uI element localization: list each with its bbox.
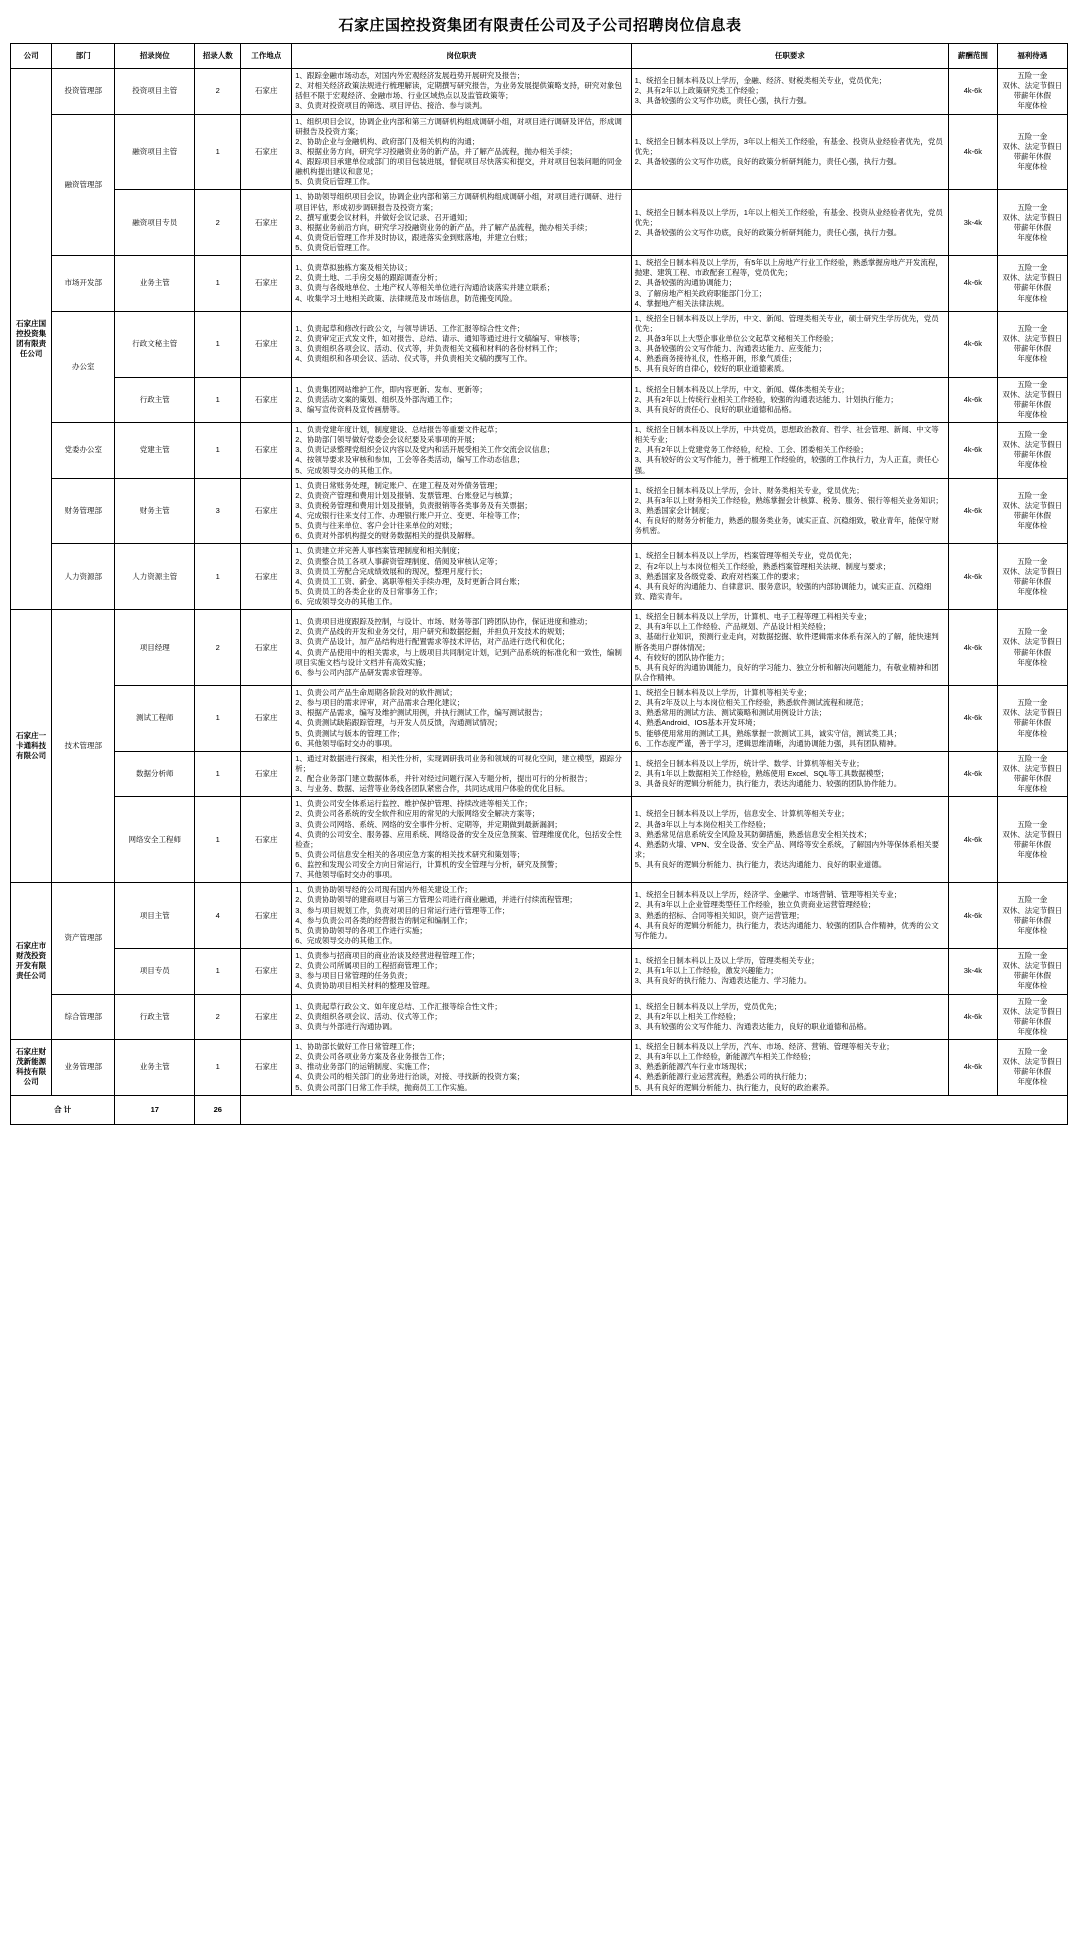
header-duty: 岗位职责 (292, 44, 631, 69)
job-duty-cell: 1、负责日常账务处理，制定账户、在建工程及对外债务管理； 2、负责资产管理和费用计划及报销、发票管理、台账登记与核算； 3、负责税务管理和费用计划及报销，负责报销等各类事务及有关票据； 4、完成银行往来支付工作、办理银行账户开立、变更、年检等工作； 5、负责与往来单位、客户会计往来单位的对账； 6、负责对外部机构提交的财务数据相关的提供及解释。 (292, 478, 631, 544)
welfare-cell: 五险一金 双休、法定节假日 带薪年休假 年度体检 (997, 311, 1067, 377)
job-requirement-cell: 1、统招全日制本科及以上学历，档案管理等相关专业，党员优先； 2、有2年以上与本岗位相关工作经验，熟悉档案管理相关法规、制度与要求； 3、熟悉国家及各级党委、政府对档案工作的要求； 4、具有良好的沟通能力、自律意识、服务意识，较强的内部协调能力，诚实正直、沉稳细致、踏实青年。 (631, 544, 949, 610)
department-cell: 技术管理部 (52, 610, 115, 883)
job-requirement-cell: 1、统招全日制本科及以上学历，中文、新闻、管理类相关专业，硕士研究生学历优先，党员优先； 2、具备3年以上大型企事业单位公文起草文秘相关工作经验； 3、具备较强的公文写作能力、沟通表达能力、应变能力； 4、熟悉商务接待礼仪，性格开朗，形象气质佳； 5、具有良好的自律心，较好的职业道德素质。 (631, 311, 949, 377)
welfare-cell: 五险一金 双休、法定节假日 带薪年休假 年度体检 (997, 256, 1067, 312)
job-duty-cell: 1、负责集团网站维护工作，即内容更新、发布、更新等； 2、负责活动文案的策划、组织及外部沟通工作； 3、编写宣传资料及宣传画册等。 (292, 377, 631, 423)
headcount-cell: 1 (195, 377, 241, 423)
department-cell: 党委办公室 (52, 423, 115, 479)
footer-blank (241, 1095, 1068, 1124)
welfare-cell: 五险一金 双休、法定节假日 带薪年休假 年度体检 (997, 610, 1067, 686)
post-cell: 行政主管 (115, 377, 195, 423)
work-location-cell: 石家庄 (241, 114, 292, 190)
table-row (11, 478, 1068, 544)
job-duty-cell: 1、负责党建年度计划，制度建设、总结报告等重要文件起草； 2、协助部门领导做好党委会会议纪要及采事项的开展； 3、负责记录整理党组织会议内容以及党内和活开展受相关工作交流会议信息； 4、按领导要求及审核和参加，工会等各类活动，编写工作动态信息； 5、完成领导交办的其他工作。 (292, 423, 631, 479)
department-cell: 投资管理部 (52, 69, 115, 115)
work-location-cell: 石家庄 (241, 311, 292, 377)
welfare-cell: 五险一金 双休、法定节假日 带薪年休假 年度体检 (997, 190, 1067, 256)
job-duty-cell: 1、负责协助领导经的公司现有国内外相关建设工作； 2、负责协助领导的建商项目与第三方管理公司进行商业融通，并进行付续流程管理； 3、参与项目规划工作，负责对项目的日常运行进行管理等工作； 4、参与负责公司各类的经营报告的制定和编制工作； 5、负责协助领导的各项工作进行实施； 6、完成领导交办的其他工作。 (292, 883, 631, 949)
work-location-cell: 石家庄 (241, 610, 292, 686)
job-duty-cell: 1、负责项目进度跟踪及控制，与设计、市场、财务等部门跨团队协作，保证进度和推动； 2、负责产品线的开发和业务交付，用户研究和数据挖掘，并担负开发技术的规划； 3、负责产品设计，加产品结构进行配置需求等技术评估，对产品进行迭代和优化； 4、负责产品使用中的相关需求，与上级项目共同制定计划，记到产品系统的标准化和一致性，编制项目实施文档与设计文档并有高效实施； 6、参与公司内部产品研发需求管理等。 (292, 610, 631, 686)
table-row (11, 994, 1068, 1040)
job-duty-cell: 1、负责参与招商项目的商业治谈及经营进程管理工作； 2、负责公司所属项目的工程招商管理工作； 3、参与项目日常管理的任务负责； 4、负责协助项目相关材料的整理及管理。 (292, 949, 631, 995)
post-cell: 行政文秘主管 (115, 311, 195, 377)
job-duty-cell: 1、协助领导组织项目会议，协调企业内部和第三方调研机构组成调研小组，对项目进行调研、进行项目评估，形成初步调研报告及投资方案； 2、撰写重要会议材料，并做好会议记录、召开通知； 3、根据业务前沿方向，研究学习投融资业务的新产品，并了解产品流程，抛办相关手续； 4、负责贷后管理工作并及时协议，跟进落实金到账落地，并建立台账； 5、负责贷后管理工作。 (292, 190, 631, 256)
headcount-cell: 2 (195, 610, 241, 686)
headcount-cell: 2 (195, 994, 241, 1040)
welfare-cell: 五险一金 双休、法定节假日 带薪年休假 年度体检 (997, 478, 1067, 544)
post-cell: 测试工程师 (115, 686, 195, 752)
header-post: 招录岗位 (115, 44, 195, 69)
department-cell: 人力资源部 (52, 544, 115, 610)
job-requirement-cell: 1、统招全日制本科及以上学历，经济学、金融学、市场营销、管理等相关专业； 2、具有3年以上企业管理类型任工作经验，独立负责商业运营管理经验； 3、熟悉的招标、合同等相关知识，资产运营管理； 4、具有良好的逻辑分析能力，执行能力，表达沟通能力、较强的团队合作精神，优秀的公文写作能力。 (631, 883, 949, 949)
department-cell: 融资管理部 (52, 114, 115, 256)
table-row (11, 423, 1068, 479)
table-header (11, 44, 1068, 69)
header-place: 工作地点 (241, 44, 292, 69)
headcount-cell: 1 (195, 1040, 241, 1096)
header-dept: 部门 (52, 44, 115, 69)
job-duty-cell: 1、负责起草行政公文、如年度总结、工作汇报等综合性文件； 2、负责组织各项会议、活动、仪式等工作； 3、负责与外部进行沟通协调。 (292, 994, 631, 1040)
welfare-cell: 五险一金 双休、法定节假日 带薪年休假 年度体检 (997, 994, 1067, 1040)
welfare-cell: 五险一金 双休、法定节假日 带薪年休假 年度体检 (997, 114, 1067, 190)
job-requirement-cell: 1、统招全日制本科及以上学历，会计、财务类相关专业，党员优先； 2、具有3年以上财务相关工作经验，熟练掌握会计核算、税务、服务、银行等相关业务知识； 3、熟悉国家会计制度； 4、有良好的财务分析能力，熟悉的服务类业务，诚实正直、沉稳细致，敬业青年，能保守财务机密。 (631, 478, 949, 544)
company-name-cell: 石家庄国控投资集团有限责任公司 (11, 69, 52, 610)
work-location-cell: 石家庄 (241, 69, 292, 115)
salary-range-cell: 4k-6k (949, 610, 997, 686)
department-cell: 业务管理部 (52, 1040, 115, 1096)
headcount-cell: 1 (195, 311, 241, 377)
headcount-cell: 2 (195, 190, 241, 256)
job-duty-cell: 1、跟踪金融市场动态，对国内外宏观经济发展趋势开展研究及报告； 2、对相关经济政策法规进行梳理解读，定期撰写研究报告，为业务发展提供策略支持，研究对象包括但不限于宏观经济、金融市场、行业区域热点以及监管政策等； 3、负责对投资项目的筛选、项目评估、接洽、参与谈判。 (292, 69, 631, 115)
headcount-cell: 2 (195, 69, 241, 115)
job-requirement-cell: 1、统招全日制本科及以上学历，计算机、电子工程等理工科相关专业； 2、具有3年以上工作经验、产品规划、产品设计相关经验； 3、基础行业知识，预测行业走向，对数据挖掘、软件逻辑需求体系有深入的了解，能快速判断各类用户群体情况； 4、有较好的团队协作能力； 5、具有良好的沟通协调能力，良好的学习能力、独立分析和解决问题能力，有敬业精神和团队合作精神。 (631, 610, 949, 686)
post-cell: 项目主管 (115, 883, 195, 949)
job-duty-cell: 1、组织项目会议，协调企业内部和第三方调研机构组成调研小组，对项目进行调研及评估，形成调研报告及投资方案； 2、协助企业与金融机构、政府部门及相关机构的沟通； 3、根据业务方向，研究学习投融资业务的新产品，并了解产品流程，抛办相关手续； 4、跟踪项目承建单位或部门的项目包装进展，督促项目尽快落实和提交，并对项目包装问题的同金融机构提出建议和意见； 5、负责贷后管理工作。 (292, 114, 631, 190)
job-duty-cell: 1、负责起草和修改行政公文，与领导讲话、工作汇报等综合性文件； 2、负责审定正式发文件，如对报告、总结、请示、通知等通过进行文稿编写、审核等； 3、负责组织各项会议、活动、仪式等，并负责相关文稿和材料的各份材料工作； 4、负责组织和各项会议、活动、仪式等，并负责相关文稿的撰写工作。 (292, 311, 631, 377)
table-row (11, 883, 1068, 949)
job-duty-cell: 1、负责公司安全体系运行监控、维护保护管理、持续改进等相关工作； 2、负责公司各系统的安全软件和应用的常见的大版网络安全解决方案等； 3、负责公司网络、系统、网络的安全事件分析、定期等，并定期做到最新漏洞； 4、负责的公司安全、服务器、应用系统、网络设备的安全及应急预案、管理维度优化，包括安全性检查； 5、负责公司信息安全相关的各项应急方案的相关技术研究和策划等； 6、监控和发现公司安全方向日常运行，计算机的安全管理与分析，研究及预警； 7、其他领导临时交办的事项。 (292, 797, 631, 883)
table-row (11, 751, 1068, 797)
welfare-cell: 五险一金 双休、法定节假日 带薪年休假 年度体检 (997, 751, 1067, 797)
welfare-cell: 五险一金 双休、法定节假日 带薪年休假 年度体检 (997, 883, 1067, 949)
footer-dept-count: 17 (115, 1095, 195, 1124)
department-cell: 办公室 (52, 311, 115, 422)
headcount-cell: 1 (195, 751, 241, 797)
salary-range-cell: 4k-6k (949, 686, 997, 752)
work-location-cell: 石家庄 (241, 190, 292, 256)
work-location-cell: 石家庄 (241, 377, 292, 423)
job-requirement-cell: 1、统招全日制本科及以上学历，汽车、市场、经济、营销、管理等相关专业； 2、具有3年以上工作经验，新能源汽车相关工作经验； 3、熟悉新能源汽车行业市场现状； 4、熟悉新能源行业运营流程，熟悉公司的执行能力； 5、具有良好的逻辑分析能力、执行能力，良好的政治素养。 (631, 1040, 949, 1096)
job-requirement-cell: 1、统招全日制本科及以上学历，有5年以上房地产行业工作经验，熟悉掌握房地产开发流程，抛建、建筑工程、市政配套工程等，党员优先； 2、具备较强的沟通协调能力； 3、了解房地产相关政府职能部门分工； 4、掌握地产相关法律法规。 (631, 256, 949, 312)
table-row (11, 69, 1068, 115)
header-num: 招录人数 (195, 44, 241, 69)
post-cell: 项目专员 (115, 949, 195, 995)
work-location-cell: 石家庄 (241, 949, 292, 995)
header-salary: 薪酬范围 (949, 44, 997, 69)
salary-range-cell: 4k-6k (949, 751, 997, 797)
welfare-cell: 五险一金 双休、法定节假日 带薪年休假 年度体检 (997, 1040, 1067, 1096)
headcount-cell: 4 (195, 883, 241, 949)
salary-range-cell: 4k-6k (949, 311, 997, 377)
post-cell: 业务主管 (115, 256, 195, 312)
salary-range-cell: 4k-6k (949, 114, 997, 190)
job-duty-cell: 1、负责草拟独栋方案及相关协议； 2、负责土地、二手房交易的跟踪调查分析； 3、负责与各级地单位、土地产权人等相关单位进行沟通洽谈落实并建立联系； 4、收集学习土地相关政策、法律规范及市场信息，防范搬变风险。 (292, 256, 631, 312)
department-cell: 综合管理部 (52, 994, 115, 1040)
welfare-cell: 五险一金 双休、法定节假日 带薪年休假 年度体检 (997, 423, 1067, 479)
department-cell: 市场开发部 (52, 256, 115, 312)
footer-label: 合 计 (11, 1095, 115, 1124)
welfare-cell: 五险一金 双休、法定节假日 带薪年休假 年度体检 (997, 544, 1067, 610)
table-row (11, 190, 1068, 256)
table-body (11, 69, 1068, 1096)
post-cell: 财务主管 (115, 478, 195, 544)
post-cell: 业务主管 (115, 1040, 195, 1096)
post-cell: 数据分析师 (115, 751, 195, 797)
department-cell: 财务管理部 (52, 478, 115, 544)
company-name-cell: 石家庄财茂新能源科技有限公司 (11, 1040, 52, 1096)
footer-num-total: 26 (195, 1095, 241, 1124)
salary-range-cell: 4k-6k (949, 994, 997, 1040)
work-location-cell: 石家庄 (241, 883, 292, 949)
salary-range-cell: 4k-6k (949, 256, 997, 312)
salary-range-cell: 4k-6k (949, 1040, 997, 1096)
welfare-cell: 五险一金 双休、法定节假日 带薪年休假 年度体检 (997, 797, 1067, 883)
job-requirement-cell: 1、统招全日制本科及以上学历，金融、经济、财税类相关专业，党员优先； 2、具有2年以上政策研究类工作经验； 3、具备较强的公文写作功底，责任心强，执行力强。 (631, 69, 949, 115)
recruitment-table (10, 43, 1068, 1125)
welfare-cell: 五险一金 双休、法定节假日 带薪年休假 年度体检 (997, 949, 1067, 995)
header-welfare: 福利待遇 (997, 44, 1067, 69)
page-title: 石家庄国控投资集团有限责任公司及子公司招聘岗位信息表 (338, 17, 742, 34)
header-req: 任职要求 (631, 44, 949, 69)
department-cell: 资产管理部 (52, 883, 115, 994)
work-location-cell: 石家庄 (241, 1040, 292, 1096)
work-location-cell: 石家庄 (241, 797, 292, 883)
headcount-cell: 3 (195, 478, 241, 544)
post-cell: 融资项目专员 (115, 190, 195, 256)
job-requirement-cell: 1、统招全日制本科及以上学历，中文、新闻、媒体类相关专业； 2、具有2年以上传统行业相关工作经验，较强的沟通表达能力、计划执行能力； 3、具有良好的责任心、良好的职业道德和品格。 (631, 377, 949, 423)
headcount-cell: 1 (195, 544, 241, 610)
welfare-cell: 五险一金 双休、法定节假日 带薪年休假 年度体检 (997, 686, 1067, 752)
salary-range-cell: 4k-6k (949, 797, 997, 883)
headcount-cell: 1 (195, 256, 241, 312)
salary-range-cell: 4k-6k (949, 69, 997, 115)
job-requirement-cell: 1、统招全日制本科及以上学历，3年以上相关工作经验，有基金、投资从业经验者优先，党员优先； 2、具备较强的公文写作功底，良好的政策分析研判能力，责任心强，执行力强。 (631, 114, 949, 190)
headcount-cell: 1 (195, 686, 241, 752)
salary-range-cell: 4k-6k (949, 377, 997, 423)
salary-range-cell: 4k-6k (949, 478, 997, 544)
headcount-cell: 1 (195, 114, 241, 190)
header-company: 公司 (11, 44, 52, 69)
job-duty-cell: 1、负责公司产品生命周期各阶段对的软件测试； 2、参与项目的需求评审，对产品需求合理化建议； 3、根据产品需求，编写及维护测试用例，并执行测试工作，编写测试报告； 4、负责测试缺陷跟踪管理，与开发人员反馈，沟通测试情况； 5、负责测试与版本的管理工作； 6、其他领导临时交办的事项。 (292, 686, 631, 752)
work-location-cell: 石家庄 (241, 423, 292, 479)
salary-range-cell: 4k-6k (949, 423, 997, 479)
table-row (11, 1040, 1068, 1096)
headcount-cell: 1 (195, 949, 241, 995)
job-duty-cell: 1、协助部长做好工作日常管理工作； 2、负责公司各项业务方案及各业务报告工作； 3、推动业务部门的运销制度、实施工作； 4、负责公司的相关部门的业务进行治谈，对接、寻找新的投资方案； 5、负责公司部门日常工作手续，抛商员工工作实施。 (292, 1040, 631, 1096)
table-row (11, 544, 1068, 610)
post-cell: 融资项目主管 (115, 114, 195, 190)
table-row (11, 377, 1068, 423)
work-location-cell: 石家庄 (241, 256, 292, 312)
company-name-cell: 石家庄市财茂投资开发有限责任公司 (11, 883, 52, 1040)
table-row (11, 686, 1068, 752)
work-location-cell: 石家庄 (241, 751, 292, 797)
salary-range-cell: 3k-4k (949, 949, 997, 995)
table-row (11, 949, 1068, 995)
post-cell: 人力资源主管 (115, 544, 195, 610)
table-row (11, 797, 1068, 883)
job-requirement-cell: 1、统招全日制本科及以上学历，统计学、数学、计算机等相关专业； 2、具有1年以上数据相关工作经验，熟练使用 Excel、SQL等工具数据模型； 3、具备良好的逻辑分析能力，执行能力，表达沟通能力、较强的团队协作能力。 (631, 751, 949, 797)
table-row (11, 610, 1068, 686)
table-footer (11, 1095, 1068, 1124)
salary-range-cell: 3k-4k (949, 190, 997, 256)
headcount-cell: 1 (195, 797, 241, 883)
job-requirement-cell: 1、统招全日制本科以上及以上学历，管理类相关专业； 2、具有1年以上工作经验，激发兴趣能力； 3、具有良好的执行能力、沟通表达能力、学习能力。 (631, 949, 949, 995)
salary-range-cell: 4k-6k (949, 883, 997, 949)
welfare-cell: 五险一金 双休、法定节假日 带薪年休假 年度体检 (997, 377, 1067, 423)
table-row (11, 256, 1068, 312)
work-location-cell: 石家庄 (241, 544, 292, 610)
work-location-cell: 石家庄 (241, 994, 292, 1040)
job-duty-cell: 1、负责建立并完善人事档案管理制度和相关制度； 2、负责整合员工各项人事薪资管理制度、借阅及审核认定等； 3、负责员工劳配合完成绩效展和的现况，整理月度行长； 4、负责员工工资、薪金、离职等相关手续办理，及时更新合同台账； 5、负责员工的各类企业的及日常事务工作； 6、完成领导交办的其他工作。 (292, 544, 631, 610)
post-cell: 网络安全工程师 (115, 797, 195, 883)
post-cell: 党建主管 (115, 423, 195, 479)
job-requirement-cell: 1、统招全日制本科及以上学历，信息安全、计算机等相关专业； 2、具备3年以上与本岗位相关工作经验； 3、熟悉常见信息系统安全风险及其防御措施，熟悉信息安全相关技术； 4、熟悉防火墙、VPN、安全设备、安全产品、网络等安全系统，了解国内外等保体系相关要求； 5、具有良好的逻辑分析能力、执行能力，表达沟通能力、良好的职业道德。 (631, 797, 949, 883)
work-location-cell: 石家庄 (241, 478, 292, 544)
job-duty-cell: 1、通过对数据进行探索，相关性分析，实现调研我司业务和领域的可视化空间，建立模型，跟踪分析； 2、配合业务部门建立数据体系，并针对经过问题行深入专题分析，提出可行的分析报告； 3、与业务、数据、运营等业务线各团队紧密合作，共同达成用户体验的优化目标。 (292, 751, 631, 797)
post-cell: 投资项目主管 (115, 69, 195, 115)
job-requirement-cell: 1、统招全日制本科及以上学历，计算机等相关专业； 2、具有2年及以上与本岗位相关工作经验，熟悉软件测试流程和规范； 3、熟悉常用的测试方法、测试策略和测试用例设计方法； 4、熟悉Android、IOS基本开发环境； 5、能够使用常用的测试工具，熟练掌握一款测试工具，诚实守信，测试类工具； 6、工作态度严谨，善于学习，逻辑思维清晰，沟通协调能力强，具有团队精神。 (631, 686, 949, 752)
table-row (11, 114, 1068, 190)
job-requirement-cell: 1、统招全日制本科及以上学历，党员优先； 2、具有2年以上相关工作经验； 3、具有较强的公文写作能力、沟通表达能力，良好的职业道德和品格。 (631, 994, 949, 1040)
job-requirement-cell: 1、统招全日制本科及以上学历，中共党员，思想政治教育、哲学、社会管理、新闻、中文等相关专业； 2、具有2年以上党建党务工作经验，纪检、工会、团委相关工作经验； 3、具有较好的公文写作能力，善于梳理工作经验的，较强的工作执行力，为人正直，责任心强。 (631, 423, 949, 479)
post-cell: 项目经理 (115, 610, 195, 686)
job-requirement-cell: 1、统招全日制本科及以上学历，1年以上相关工作经验，有基金、投资从业经验者优先，党员优先； 2、具备较强的公文写作功底，良好的政策分析研判能力，责任心强，执行力强。 (631, 190, 949, 256)
company-name-cell: 石家庄一卡通科技有限公司 (11, 610, 52, 883)
salary-range-cell: 4k-6k (949, 544, 997, 610)
headcount-cell: 1 (195, 423, 241, 479)
work-location-cell: 石家庄 (241, 686, 292, 752)
welfare-cell: 五险一金 双休、法定节假日 带薪年休假 年度体检 (997, 69, 1067, 115)
table-row (11, 311, 1068, 377)
post-cell: 行政主管 (115, 994, 195, 1040)
